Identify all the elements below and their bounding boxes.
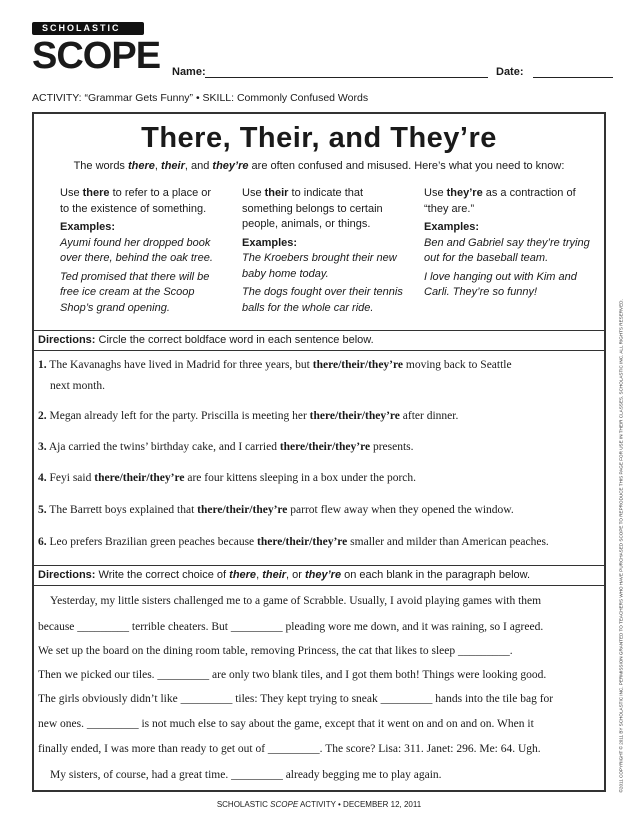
scope-logo-word: SCOPE (32, 35, 161, 77)
example-2: I love hanging out with Kim and Carli. They’re so funny! (424, 270, 577, 298)
paragraph-line-7: finally ended, I was more than ready to get out of _________. The score? Lisa: 311. Janet: 296. Me: 64. Ugh. (38, 743, 541, 755)
name-field[interactable] (205, 77, 488, 78)
footer: SCHOLASTIC SCOPE ACTIVITY • DECEMBER 12, 2011 (216, 800, 422, 809)
example-2: The dogs fought over their tennis balls for the whole car ride. (242, 286, 403, 314)
divider (34, 565, 604, 566)
activity-skill-line: ACTIVITY: “Grammar Gets Funny” • SKILL: Commonly Confused Words (32, 92, 369, 104)
date-label: Date: (496, 66, 524, 78)
directions-circle: Directions: Circle the correct boldface word in each sentence below. (38, 334, 374, 346)
example-1: Ben and Gabriel say they’re trying out for the baseball team. (424, 236, 590, 264)
divider (34, 330, 604, 331)
name-label: Name: (172, 66, 206, 78)
choice-words[interactable]: there/their/they’re (279, 441, 371, 453)
examples-label: Examples: (60, 221, 116, 233)
example-1: The Kroebers brought their new baby home today. (242, 252, 397, 280)
paragraph-line-1: Yesterday, my little sisters challenged me to a game of Scrabble. Usually, I avoid playing games with them (50, 595, 542, 607)
copyright-side-text: ©2011 COPYRIGHT © 2011 BY SCHOLASTIC INC. PERMISSION GRANTED TO TEACHERS WHO HAVE PURCHASED SCOPE TO REPRODUCE THIS PAGE FOR USE IN THEIR CLASSES. SCHOLASTIC INC. ALL RIGHTS RESERVED. (618, 299, 624, 793)
choice-words[interactable]: there/their/they’re (197, 504, 288, 516)
paragraph-line-5: The girls obviously didn’t like _________ tiles: They kept trying to sneak _________ hands into the tile bag for (38, 693, 554, 705)
scope-logo (32, 22, 161, 77)
choice-words[interactable]: there/their/they’re (312, 359, 404, 371)
sentence-2: 2. Megan already left for the party. Priscilla is meeting her there/their/they’re after dinner. (38, 410, 459, 422)
column-there: Use there to refer to a place or to the existence of something. Examples: Ayumi found her dropped book over there, behind the oak tree. Ted promised that there will be free ice cream at the Scoop Shop’s grand opening. (60, 186, 220, 316)
paragraph-line-8: My sisters, of course, had a great time. _________ already begging me to play again. (50, 769, 442, 781)
sentence-5: 5. The Barrett boys explained that there/their/they’re parrot flew away when they opened the window. (38, 504, 514, 516)
choice-words[interactable]: there/their/they’re (309, 410, 400, 422)
date-field[interactable] (533, 77, 613, 78)
example-2: Ted promised that there will be free ice cream at the Scoop Shop’s grand opening. (60, 270, 210, 314)
directions-write: Directions: Write the correct choice of there, their, or they’re on each blank in the paragraph below. (38, 569, 531, 581)
paragraph-line-6: new ones. _________ is not much else to say about the game, except that it went on and on and on. When it (38, 718, 534, 730)
examples-label: Examples: (242, 236, 298, 249)
sentence-1: 1. The Kavanaghs have lived in Madrid for three years, but there/their/they’re moving back to Seattle (38, 359, 512, 371)
choice-words[interactable]: there/their/they’re (94, 472, 185, 484)
paragraph-line-2: because _________ terrible cheaters. But _________ pleading wore me down, and it was raining, so I agreed. (38, 621, 544, 633)
column-theyre: Use they’re as a contraction of “they are.” Examples: Ben and Gabriel say they’re trying out for the baseball team. I love hanging out with Kim and Carli. They’re so funny! (424, 186, 592, 301)
column-their: Use their to indicate that something belongs to certain people, animals, or things. Examples: The Kroebers brought their new baby home today. The dogs fought over their tennis balls for the whole car ride. (242, 186, 407, 316)
sentence-1-continued: next month. (50, 380, 105, 392)
examples-label: Examples: (424, 221, 480, 233)
paragraph-line-4: Then we picked our tiles. _________ are only two blank tiles, and I got them both! Things were looking good. (38, 669, 547, 681)
divider (34, 350, 604, 351)
scholastic-brand: SCHOLASTIC (32, 22, 144, 35)
example-1: Ayumi found her dropped book over there, behind the oak tree. (60, 236, 213, 264)
sentence-6: 6. Leo prefers Brazilian green peaches because there/their/they’re smaller and milder than American peaches. (38, 536, 549, 548)
sentence-3: 3. Aja carried the twins’ birthday cake, and I carried there/their/they’re presents. (38, 441, 414, 453)
choice-words[interactable]: there/their/they’re (257, 536, 348, 548)
intro-text: The words there, their, and they’re are often confused and misused. Here’s what you need to know: (73, 160, 565, 172)
page-title: There, Their, and They’re (141, 122, 497, 154)
sentence-4: 4. Feyi said there/their/they’re are four kittens sleeping in a box under the porch. (38, 472, 417, 484)
divider (34, 585, 604, 586)
paragraph-line-3: We set up the board on the dining room table, removing Princess, the cat that likes to sleep _________. (38, 645, 513, 657)
